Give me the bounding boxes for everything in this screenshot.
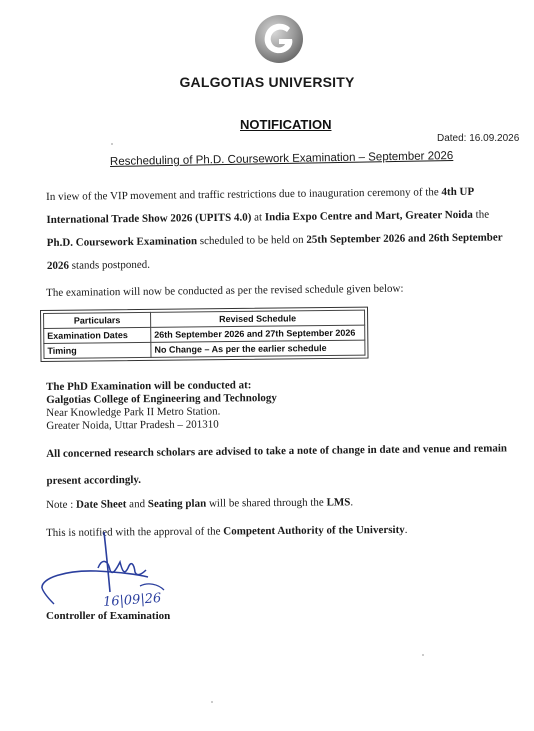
venue-heading: The PhD Examination will be conducted at: (46, 379, 252, 393)
table-cell: Examination Dates (44, 327, 151, 343)
scan-speck (111, 143, 113, 145)
notification-title: NOTIFICATION (240, 117, 332, 132)
table-cell: No Change – As per the earlier schedule (151, 340, 365, 357)
venue-college: Galgotias College of Engineering and Technology (46, 391, 277, 406)
table-header: Particulars (44, 312, 151, 328)
university-name: GALGOTIAS UNIVERSITY (179, 74, 355, 90)
notice-date: Dated: 16.09.2026 (437, 133, 520, 144)
table-cell: Timing (44, 342, 151, 358)
signatory-designation: Controller of Examination (46, 610, 171, 622)
table-header: Revised Schedule (151, 310, 365, 327)
scan-speck (422, 654, 424, 656)
scholar-advice: All concerned research scholars are advised to take a note of change in date and venue and remain present accordingly. (46, 442, 508, 487)
approval-statement: This is notified with the approval of the Competent Authority of the University. (46, 523, 408, 539)
venue-city: Greater Noida, Uttar Pradesh – 201310 (46, 418, 219, 432)
university-logo-icon (254, 14, 304, 64)
lms-note: Note : Date Sheet and Seating plan will be shared through the LMS. (46, 496, 354, 511)
table-cell: 26th September 2026 and 27th September 2026 (151, 325, 365, 342)
postponement-paragraph: In view of the VIP movement and traffic restrictions due to inauguration ceremony of the 4th UP International Trade Show 2026 (UPITS 4.0) at India Expo Centre and Mart, Greater Noida the Ph.D. Coursework Examination scheduled to be held on 25th September 2026 and 26th September 2026 stands postponed. (46, 185, 503, 272)
scan-speck (211, 701, 213, 703)
signature-date: 16|09|26 (102, 590, 162, 611)
revised-schedule-intro: The examination will now be conducted as per the revised schedule given below: (46, 282, 404, 299)
table-row (44, 340, 365, 358)
venue-landmark: Near Knowledge Park II Metro Station. (46, 405, 221, 419)
revised-schedule-table (40, 307, 369, 362)
exam-venue (46, 379, 277, 433)
notice-subject: Rescheduling of Ph.D. Coursework Examination – September 2026 (109, 150, 454, 168)
